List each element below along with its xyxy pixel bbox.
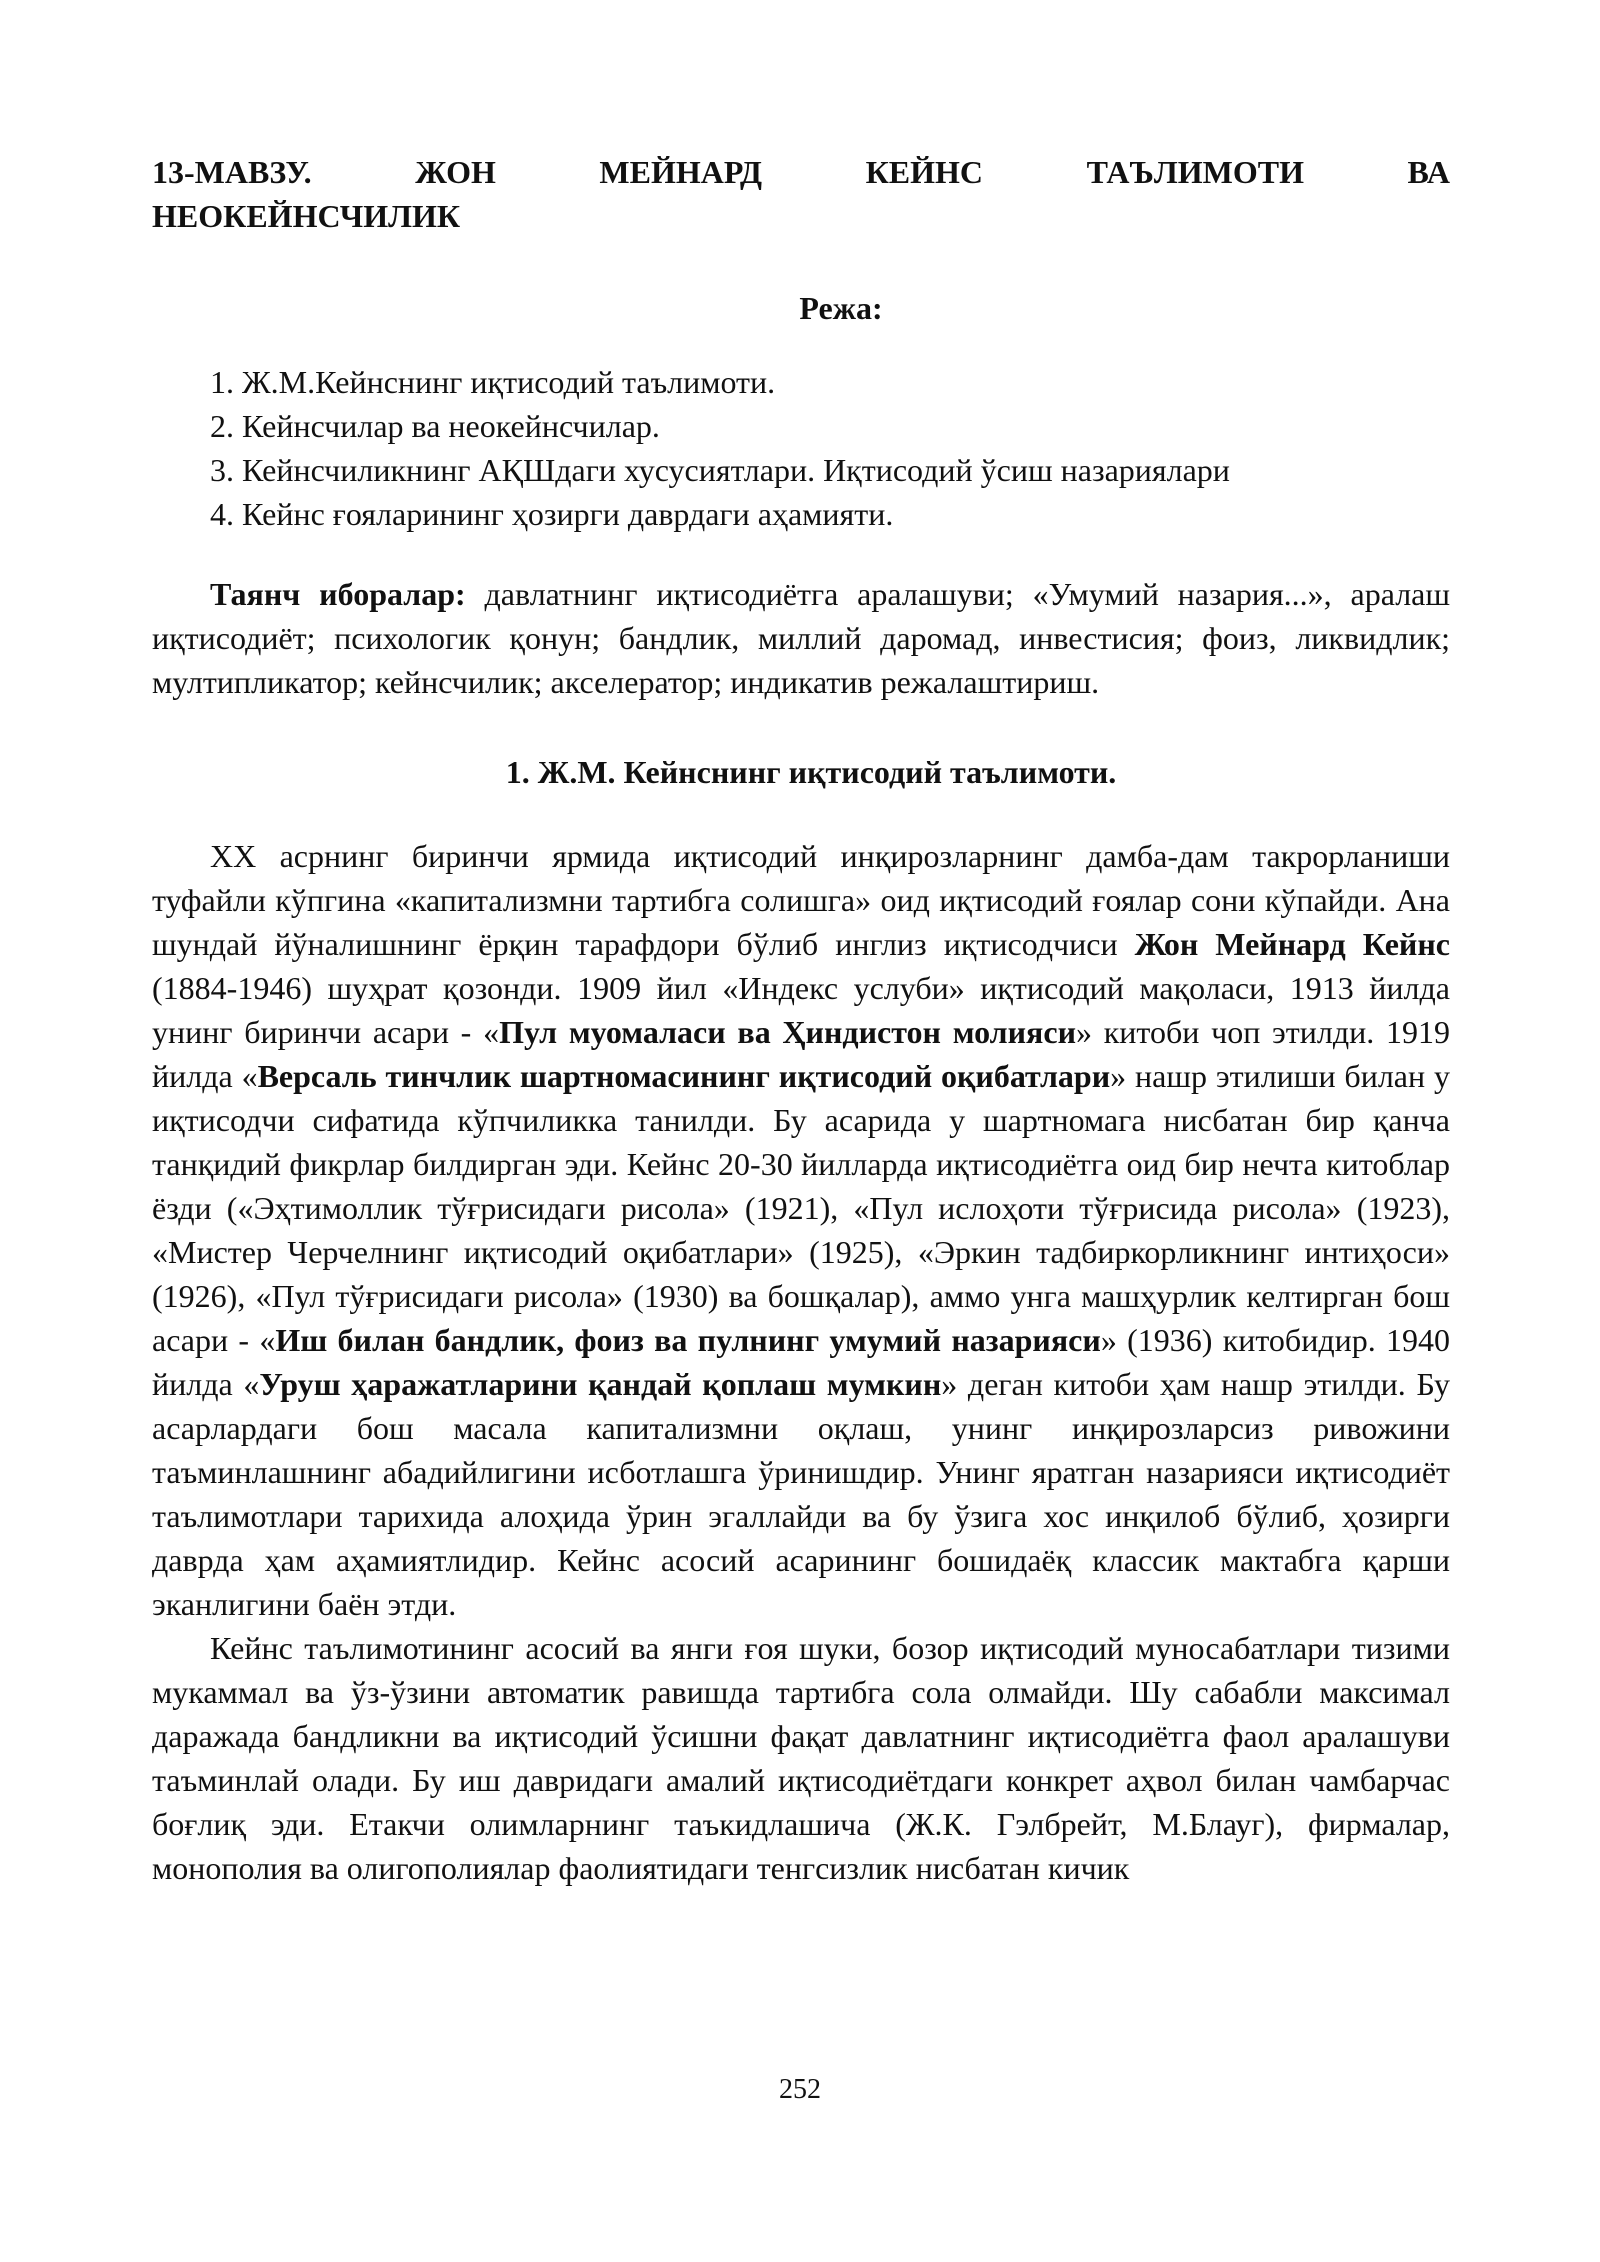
title-word: ВА	[1407, 154, 1450, 190]
plan-item: 1. Ж.М.Кейнснинг иқтисодий таълимоти.	[210, 364, 776, 400]
title-word: 13-МАВЗУ.	[152, 154, 312, 190]
text-run: » (1936) китобидир. 1940 йилда «	[152, 1322, 1451, 1402]
body-paragraph-2: Кейнс таълимотининг асосий ва янги ғоя шуки, бозор иқтисодий муносабатлари тизими мукаммал ва ўз-ўзини автоматик равишда тартибга сола олмайди. Шу сабабли максимал даражада бандликни ва иқтисодий ўсишни фақат давлатнинг иқтисодиётга фаол аралашуви таъминлай олади. Бу иш давридаги амалий иқтисодиётдаги конкрет аҳвол билан чамбарчас боғлиқ эди. Етакчи олимларнинг таъкидлашича (Ж.К. Гэлбрейт, М.Блауг), фирмалар, монополия ва олигополиялар фаолиятидаги тенгсизлик нисбатан кичик	[152, 1630, 1450, 1886]
bold-title-run: Пул муомаласи ва Ҳиндистон молияси	[499, 1014, 1077, 1050]
text-run: » деган китоби ҳам нашр этилди. Бу асарлардаги бош масала капитализмни оқлаш, унинг инқирозларсиз ривожини таъминлашнинг абадийлигини исботлашга ўринишдир. Унинг яратган назарияси иқтисодиёт таълимотлари тарихида алоҳида ўрин эгаллайди ва бу ўзига хос инқилоб бўлиб, ҳозирги даврда ҳам аҳамиятлидир. Кейнс асосий асарининг бошидаёқ классик мактабга қарши эканлигини баён этди.	[152, 1366, 1451, 1622]
title-word: КЕЙНС	[865, 154, 983, 190]
chapter-title-line2: НЕОКЕЙНСЧИЛИК	[152, 198, 461, 234]
keywords-text: давлатнинг иқтисодиётга аралашуви; «Умумий назария...», аралаш иқтисодиёт; психологик қонун; бандлик, миллий даромад, инвестисия; фоиз, ликвидлик; мултипликатор; кейнсчилик; акселератор; индикатив режалаштириш.	[152, 576, 1451, 700]
text-run: (1884-1946) шуҳрат қозонди. 1909 йил «Индекс услуби» иқтисодий мақоласи, 1913 йилда унинг биринчи асари - «	[152, 970, 1450, 1050]
text-run: » нашр этилиши билан у иқтисодчи сифатида кўпчиликка танилди. Бу асарида у шартномага нисбатан бир қанча танқидий фикрлар билдирган эди. Кейнс 20-30 йилларда иқтисодиётга оид бир нечта китоблар ёзди («Эҳтимоллик тўғрисидаги рисола» (1921), «Пул ислоҳоти тўғрисида рисола» (1923), «Мистер Черчелнинг иқтисодий оқибатлари» (1925), «Эркин тадбиркорликнинг интиҳоси» (1926), «Пул тўғрисидаги рисола» (1930) ва бошқалар), аммо унга машҳурлик келтирган бош асари - «	[152, 1058, 1451, 1358]
plan-list	[152, 360, 1450, 536]
keywords-label: Таянч иборалар:	[210, 576, 466, 612]
text-run: XX асрнинг биринчи ярмида иқтисодий инқирозларнинг дамба-дам такрорланиши туфайли кўпгина «капитализмни тартибга солишга» оид иқтисодий ғоялар сони кўпайди. Ана шундай йўналишнинг ёрқин тарафдори бўлиб инглиз иқтисодчиси	[152, 838, 1450, 962]
page-number: 252	[779, 2074, 821, 2105]
keywords-paragraph	[152, 572, 1450, 704]
plan-item: 3. Кейнсчиликнинг АҚШдаги хусусиятлари. Иқтисодий ўсиш назариялари	[210, 452, 1230, 488]
chapter-title	[152, 150, 1450, 238]
plan-heading: Режа:	[799, 290, 883, 326]
title-word: МЕЙНАРД	[599, 154, 762, 190]
plan-item: 4. Кейнс ғояларининг ҳозирги даврдаги аҳамияти.	[210, 496, 894, 532]
bold-title-run: Версаль тинчлик шартномасининг иқтисодий оқибатлари	[257, 1058, 1111, 1094]
bold-title-run: Жон Мейнард Кейнс	[1134, 926, 1450, 962]
body-paragraph-1	[152, 834, 1450, 1626]
bold-title-run: Уруш ҳаражатларини қандай қоплаш мумкин	[259, 1366, 942, 1402]
bold-title-run: Иш билан бандлик, фоиз ва пулнинг умумий назарияси	[275, 1322, 1101, 1358]
chapter-title-line1	[152, 150, 1450, 194]
title-word: ЖОН	[415, 154, 496, 190]
plan-item: 2. Кейнсчилар ва неокейнсчилар.	[210, 408, 660, 444]
title-word: ТАЪЛИМОТИ	[1086, 154, 1304, 190]
section-heading: 1. Ж.М. Кейнснинг иқтисодий таълимоти.	[505, 754, 1117, 790]
text-run: » китоби чоп этилди. 1919 йилда «	[152, 1014, 1451, 1094]
